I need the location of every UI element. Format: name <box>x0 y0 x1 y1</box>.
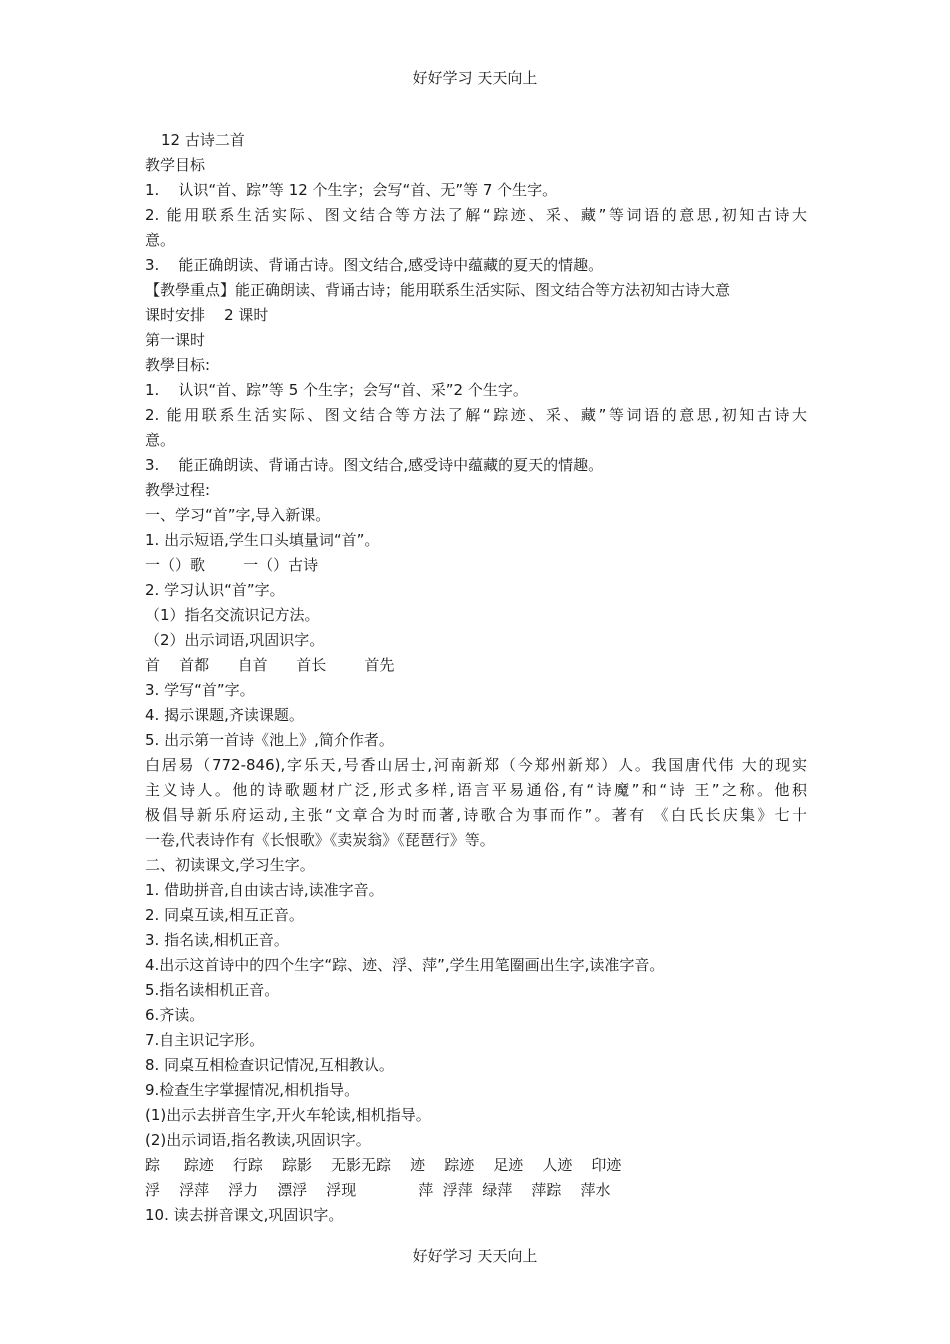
section-heading: 教学目标 <box>145 156 206 174</box>
process-step: 4.出示这首诗中的四个生字“踪、迹、浮、萍”,学生用笔圈画出生字,读准字音。 <box>145 956 665 974</box>
process-step: 7.自主识记字形。 <box>145 1031 265 1049</box>
process-step: 6.齐读。 <box>145 1006 205 1024</box>
author-bio: 一卷,代表诗作有《长恨歌》《卖炭翁》《琵琶行》等。 <box>145 831 495 849</box>
objective-item: 3. 能正确朗读、背诵古诗。图文结合,感受诗中蕴藏的夏天的情趣。 <box>145 456 604 474</box>
process-substep: (1)出示去拼音生字,开火车轮读,相机指导。 <box>145 1106 431 1124</box>
process-step: 2. 学习认识“首”字。 <box>145 581 285 599</box>
author-bio: 极倡导新乐府运动,主张“文章合为时而著,诗歌合为事而作”。著有 《白氏长庆集》七十 <box>145 806 807 824</box>
objective-item: 3. 能正确朗读、背诵古诗。图文结合,感受诗中蕴藏的夏天的情趣。 <box>145 256 604 274</box>
process-step: 9.检查生字掌握情况,相机指导。 <box>145 1081 360 1099</box>
word-list: 踪 踪迹 行踪 踪影 无影无踪 迹 踪迹 足迹 人迹 印迹 <box>145 1156 622 1174</box>
section-heading: 教學过程: <box>145 481 211 499</box>
word-list: 首 首都 自首 首长 首先 <box>145 656 395 674</box>
process-step: 1. 借助拼音,自由读古诗,读准字音。 <box>145 881 384 899</box>
process-step: 3. 指名读,相机正音。 <box>145 931 289 949</box>
process-substep: （1）指名交流识记方法。 <box>145 606 320 624</box>
teaching-focus: 【教學重点】能正确朗读、背诵古诗；能用联系生活实际、图文结合等方法初知古诗大意 <box>145 281 731 299</box>
section-heading: 第一课时 <box>145 331 206 349</box>
process-step: 一、学习“首”字,导入新课。 <box>145 506 331 524</box>
author-bio: 主义诗人。他的诗歌题材广泛,形式多样,语言平易通俗,有“诗魔”和“诗 王”之称。他积 <box>145 781 807 799</box>
process-step: 2. 同桌互读,相互正音。 <box>145 906 304 924</box>
word-list: 浮 浮萍 浮力 漂浮 浮现 萍 浮萍 绿萍 萍踪 萍水 <box>145 1181 611 1199</box>
process-step: 5. 出示第一首诗《池上》,简介作者。 <box>145 731 394 749</box>
process-step: 3. 学写“首”字。 <box>145 681 255 699</box>
process-step: 10. 读去拼音课文,巩固识字。 <box>145 1206 344 1224</box>
objective-item: 2. 能用联系生活实际、图文结合等方法了解“踪迹、采、藏”等词语的意思,初知古诗大 <box>145 406 807 424</box>
page-header: 好好学习 天天向上 <box>412 69 538 87</box>
objective-item: 1. 认识“首、踪”等 5 个生字；会写“首、采”2 个生字。 <box>145 381 528 399</box>
process-step: 4. 揭示课题,齐读课题。 <box>145 706 304 724</box>
objective-item: 2. 能用联系生活实际、图文结合等方法了解“踪迹、采、藏”等词语的意思,初知古诗大 <box>145 206 807 224</box>
page-footer: 好好学习 天天向上 <box>412 1247 538 1265</box>
fill-in-exercise: 一（）歌 一（）古诗 <box>145 556 319 574</box>
lesson-title: 12 古诗二首 <box>161 131 245 149</box>
process-step: 二、初读课文,学习生字。 <box>145 856 315 874</box>
document-body <box>145 128 807 1228</box>
process-step: 5.指名读相机正音。 <box>145 981 280 999</box>
process-substep: （2）出示词语,巩固识字。 <box>145 631 325 649</box>
process-step: 8. 同桌互相检查识记情况,互相教认。 <box>145 1056 394 1074</box>
process-substep: (2)出示词语,指名教读,巩固识字。 <box>145 1131 371 1149</box>
objective-item-continued: 意。 <box>145 231 176 249</box>
process-step: 1. 出示短语,学生口头填量词“首”。 <box>145 531 380 549</box>
author-bio: 白居易（772-846),字乐天,号香山居士,河南新郑（今郑州新郑）人。我国唐代伟 大的现实 <box>145 756 807 774</box>
class-schedule: 课时安排 2 课时 <box>145 306 269 324</box>
objective-item: 1. 认识“首、踪”等 12 个生字；会写“首、无”等 7 个生字。 <box>145 181 558 199</box>
objective-item-continued: 意。 <box>145 431 176 449</box>
section-heading: 教學目标: <box>145 356 211 374</box>
